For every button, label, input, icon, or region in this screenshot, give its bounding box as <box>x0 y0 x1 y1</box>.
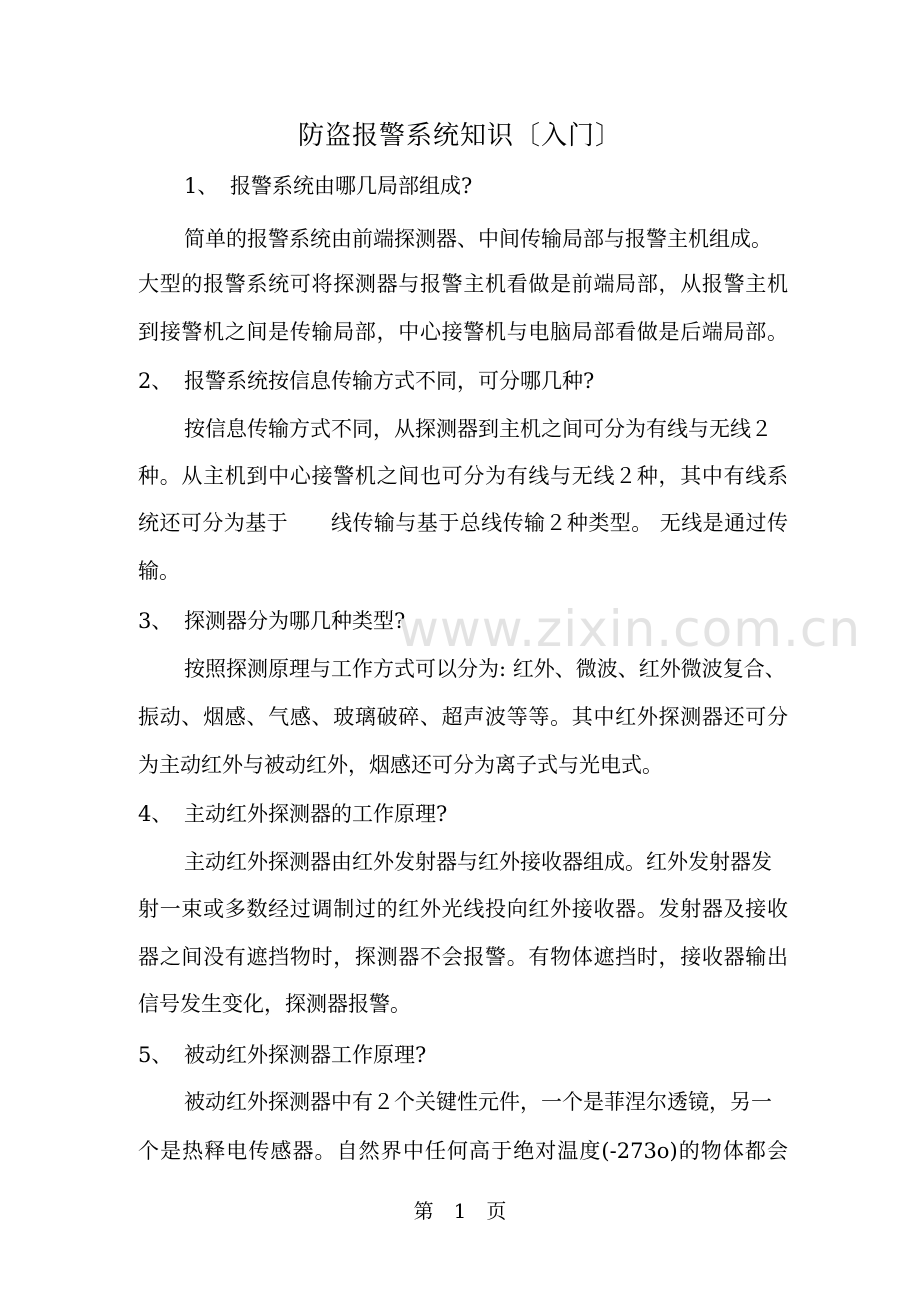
question-5 <box>138 1040 426 1070</box>
answer-2-line-3: 统还可分为基于 线传输与基于总线传输２种类型。 无线是通过传 <box>138 511 788 535</box>
document-title: 防盗报警系统知识〔入门〕 <box>297 121 622 151</box>
answer-1-line-2: 大型的报警系统可将探测器与报警主机看做是前端局部，从报警主机 <box>138 272 788 296</box>
question-text: 主动红外探测器的工作原理? <box>184 802 448 826</box>
answer-2-line-1: 按信息传输方式不同，从探测器到主机之间可分为有线与无线２ <box>184 417 772 441</box>
answer-5-line-2: 个是热释电传感器。自然界中任何高于绝对温度(-273o)的物体都会 <box>138 1139 788 1163</box>
answer-4-line-2: 射一束或多数经过调制过的红外光线投向红外接收器。发射器及接收 <box>138 897 788 921</box>
answer-2-line-2: 种。从主机到中心接警机之间也可分为有线与无线２种，其中有线系 <box>138 464 788 488</box>
question-3 <box>138 606 405 636</box>
watermark: www.zixin.com.cn <box>398 600 862 658</box>
question-text: 报警系统按信息传输方式不同，可分哪几种? <box>184 369 595 393</box>
answer-4-line-1: 主动红外探测器由红外发射器与红外接收器组成。红外发射器发 <box>184 850 772 874</box>
answer-1-line-3: 到接警机之间是传输局部，中心接警机与电脑局部看做是后端局部。 <box>138 320 788 344</box>
answer-4-line-3: 器之间没有遮挡物时，探测器不会报警。有物体遮挡时，接收器输出 <box>138 945 788 969</box>
answer-4-line-4: 信号发生变化，探测器报警。 <box>138 992 411 1016</box>
question-1 <box>184 171 472 201</box>
question-number: 2、 <box>138 369 173 393</box>
question-number: 3、 <box>138 609 173 633</box>
answer-2-line-4: 输。 <box>138 559 180 583</box>
answer-3-line-3: 为主动红外与被动红外，烟感还可分为离子式与光电式。 <box>138 753 663 777</box>
page-number-footer: 第 1 页 <box>413 1199 507 1223</box>
answer-3-line-1: 按照探测原理与工作方式可以分为: 红外、微波、红外微波复合、 <box>184 657 786 681</box>
question-number: 5、 <box>138 1043 173 1067</box>
question-text: 被动红外探测器工作原理? <box>184 1043 427 1067</box>
answer-3-line-2: 振动、烟感、气感、玻璃破碎、超声波等等。其中红外探测器还可分 <box>138 705 788 729</box>
question-4 <box>138 799 447 829</box>
question-number: 4、 <box>138 802 173 826</box>
answer-5-line-1: 被动红外探测器中有２个关键性元件，一个是菲涅尔透镜，另一 <box>184 1090 772 1114</box>
question-number: 1、 <box>184 174 219 198</box>
question-text: 探测器分为哪几种类型? <box>184 609 406 633</box>
answer-1-line-1: 简单的报警系统由前端探测器、中间传输局部与报警主机组成。 <box>184 227 772 251</box>
question-2 <box>138 366 594 396</box>
question-text: 报警系统由哪几局部组成? <box>230 174 473 198</box>
